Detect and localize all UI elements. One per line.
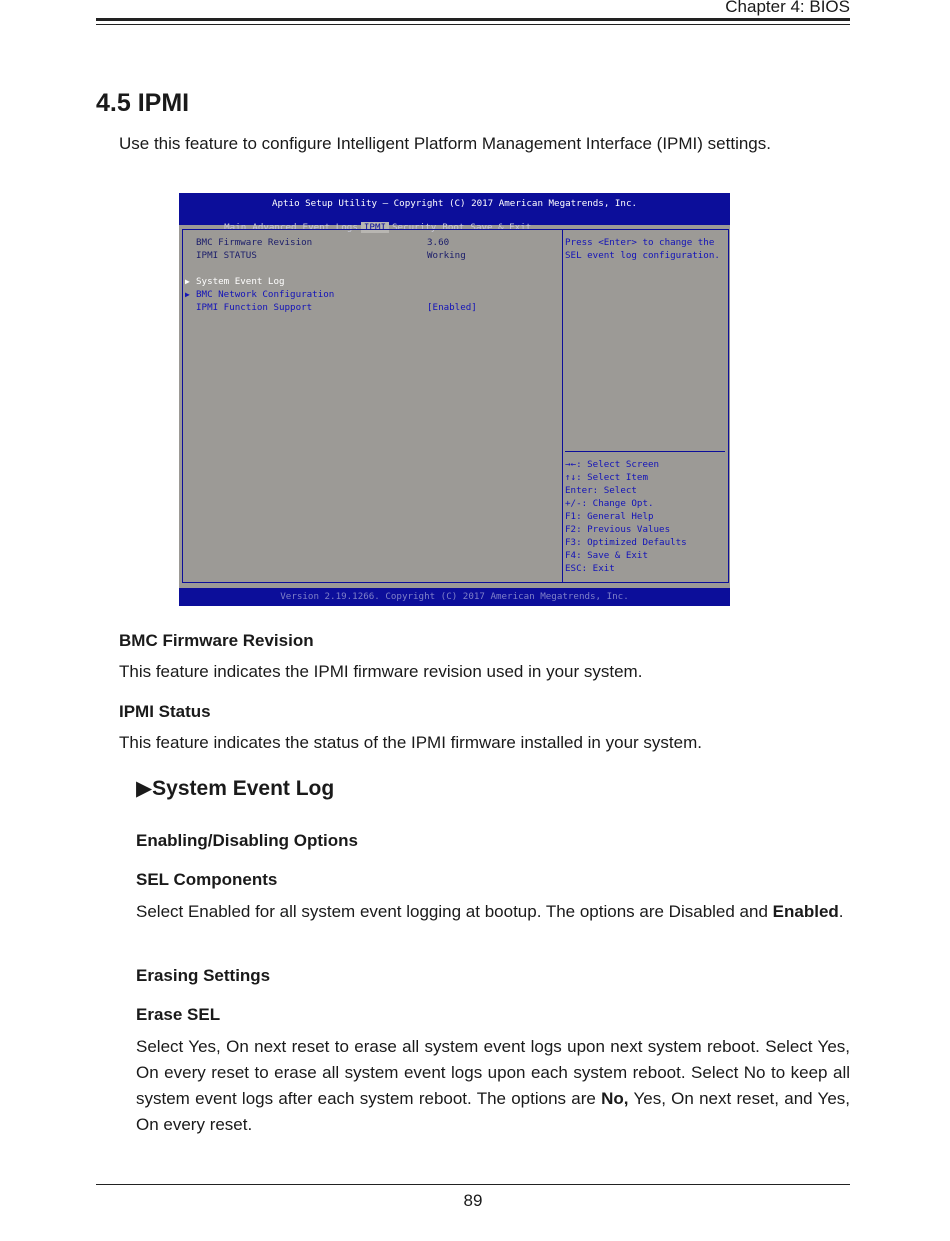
bios-key-hint: ESC: Exit <box>565 563 615 574</box>
bios-menu-bmc-network[interactable]: BMC Network Configuration <box>196 289 335 300</box>
bios-tab-boot[interactable]: Boot <box>442 222 465 233</box>
sel-components-heading: SEL Components <box>136 870 278 889</box>
bios-tab-advanced[interactable]: Advanced <box>252 222 297 233</box>
bios-key-hint: +/-: Change Opt. <box>565 498 654 509</box>
bios-key-hint: F1: General Help <box>565 511 654 522</box>
section-title: 4.5 IPMI <box>96 89 190 117</box>
bios-menu-ipmi-function-support[interactable]: IPMI Function Support <box>196 302 313 313</box>
bios-item-value: 3.60 <box>427 237 450 248</box>
bios-divider <box>562 229 563 583</box>
ipmi-status-text: This feature indicates the status of the IPMI firmware installed in your system. <box>119 733 702 752</box>
page-number: 89 <box>463 1191 483 1210</box>
bios-key-hint: ↑↓: Select Item <box>565 472 648 483</box>
bios-key-hint: F4: Save & Exit <box>565 550 648 561</box>
chapter-header: Chapter 4: BIOS <box>725 0 850 16</box>
sel-components-text <box>136 899 850 925</box>
header-rule <box>96 18 850 21</box>
ipmi-status-heading: IPMI Status <box>119 702 211 721</box>
bios-tab-main[interactable]: Main <box>224 222 247 233</box>
bios-item-value: Working <box>427 250 466 261</box>
erase-sel-end: Yes, On next reset, and Yes, On every reset. <box>136 1089 850 1134</box>
bios-menu-system-event-log[interactable]: System Event Log <box>196 276 285 287</box>
footer-rule <box>96 1184 850 1185</box>
bios-title: Aptio Setup Utility – Copyright (C) 2017 American Megatrends, Inc. <box>271 198 638 209</box>
bios-menu-ipmi-function-value[interactable]: [Enabled] <box>427 302 477 313</box>
bios-key-hint: F3: Optimized Defaults <box>565 537 687 548</box>
erase-sel-body: Select Yes, On next reset to erase all system event logs upon next system reboot. Select Yes, On every reset to erase all system event logs upon each system reboot. Select No to keep all system event logs after each system reboot. The options are <box>136 1037 850 1108</box>
bios-tab-ipmi[interactable]: IPMI <box>361 222 389 233</box>
bios-item-label: IPMI STATUS <box>196 250 257 261</box>
erasing-heading: Erasing Settings <box>136 966 271 985</box>
bios-key-hint: Enter: Select <box>565 485 637 496</box>
erase-sel-option: No, <box>601 1089 629 1108</box>
header-rule-thin <box>96 24 850 25</box>
bmc-heading: BMC Firmware Revision <box>119 631 314 650</box>
erase-sel-heading: Erase SEL <box>136 1005 221 1024</box>
bios-tab-save-exit[interactable]: Save & Exit <box>470 222 532 233</box>
system-event-log-heading <box>136 776 334 801</box>
submenu-arrow-icon: ▶ <box>185 290 190 299</box>
erase-sel-text <box>136 1034 850 1138</box>
submenu-arrow-icon: ▶ <box>185 277 190 286</box>
bios-tab-security[interactable]: Security <box>392 222 437 233</box>
section-intro: Use this feature to configure Intelligent Platform Management Interface (IPMI) settings. <box>119 134 771 153</box>
bios-key-hint: F2: Previous Values <box>565 524 671 535</box>
enabling-heading: Enabling/Disabling Options <box>136 831 358 850</box>
bios-item-label: BMC Firmware Revision <box>196 237 313 248</box>
bios-help-line: Press <Enter> to change the <box>565 237 715 248</box>
bios-help-divider <box>565 451 725 452</box>
bios-tab-event-logs[interactable]: Event Logs <box>302 222 358 233</box>
sel-components-body: Select Enabled for all system event logging at bootup. The options are Disabled and <box>136 902 773 921</box>
bmc-text: This feature indicates the IPMI firmware revision used in your system. <box>119 662 643 681</box>
sel-components-end: . <box>838 902 844 921</box>
sel-components-option: Enabled <box>772 902 839 921</box>
bios-screenshot <box>179 193 730 606</box>
system-event-log-title: System Event Log <box>152 777 335 800</box>
bios-help-line: SEL event log configuration. <box>565 250 720 261</box>
triangle-icon: ▶ <box>136 777 153 800</box>
bios-key-hint: →←: Select Screen <box>565 459 660 470</box>
bios-version: Version 2.19.1266. Copyright (C) 2017 American Megatrends, Inc. <box>280 591 629 602</box>
